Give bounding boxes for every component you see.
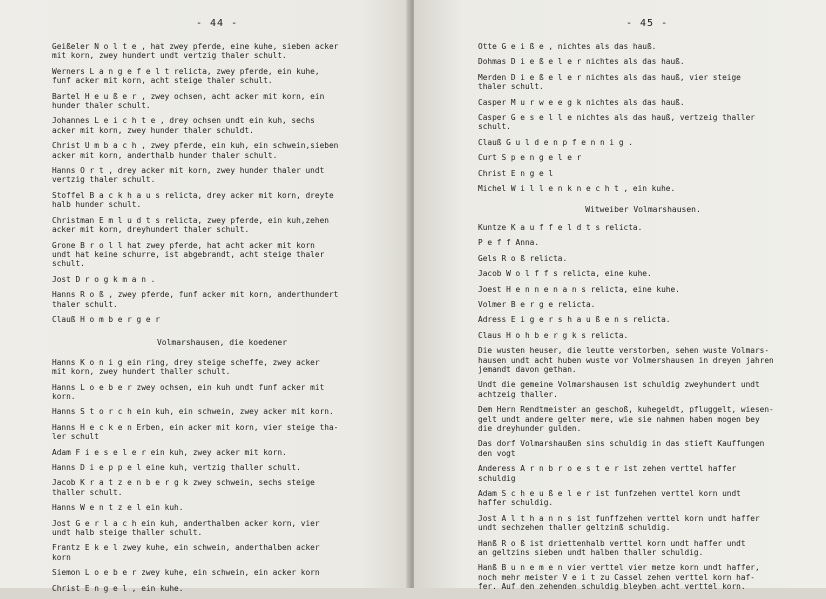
ledger-entry: Bartel H e u ß e r , zwey ochsen, acht acker mit korn, ein hunder thaler schult. [52,91,325,111]
ledger-entry: Casper G e s e l l e nichtes als das hauß, vertzeig thaller schult. [478,113,755,132]
ledger-entry: Adress E i g e r s h a u ß e n s relicta. [478,315,671,325]
ledger-entry: Curt S p e n g e l e r [478,153,582,163]
ledger-entry: Hanß B u n e m e n vier verttel vier metze korn undt haffer, noch mehr meister V e i t zu Cassel zehen verttel korn haf- fer. Auf den zehenden schuldig bleyben acht verttel korn. [478,563,760,592]
ledger-entry: Hanns S t o r c h ein kuh, ein schwein, zwey acker mit korn. [52,407,334,417]
entry-list [478,42,808,193]
ledger-entry: Dohmas D i e ß e l e r nichtes als das hauß. [478,57,685,67]
ledger-entry: Adam F i e s e l e r ein kuh, zwey acker mit korn. [52,447,287,457]
ledger-entry: Hanns K o n i g ein ring, drey steige scheffe, zwey acker mit korn, zwey hundert thaller schult. [52,357,320,377]
page-number: - 45 - [626,18,669,29]
ledger-entry: Jost A l t h a n n s ist funffzehen verttel korn undt haffer undt sechzehen thaller geltzinß schuldig. [478,513,760,533]
entry-list [52,358,392,593]
ledger-entry: Kuntze K a u f f e l d t s relicta. [478,222,643,232]
entry-list [478,223,808,592]
ledger-entry: Clauß H o m b e r g e r [52,314,160,324]
ledger-entry: Adam S c h e u ß e l e r ist funfzehen verttel korn undt haffer schuldig. [478,489,741,508]
ledger-entry: Siemon L o e b e r zwey kuhe, ein schwein, ein acker korn [52,568,320,578]
left-page [0,0,412,593]
ledger-entry: Hanns D i e p p e l eine kuh, vertzig thaller schult. [52,463,301,472]
ledger-entry: Hanns O r t , drey acker mit korn, zwey hunder thaler undt vertzig thaler schult. [52,166,325,185]
ledger-entry: Undt die gemeine Volmarshausen ist schuldig zweyhundert undt achtzeig thaller. [478,380,760,399]
ledger-entry: Casper M u r w e e g k nichtes als das hauß. [478,97,685,107]
right-page [414,0,826,592]
ledger-entry: Otte G e i ß e , nichtes als das hauß. [478,42,657,51]
ledger-entry: Anderess A r n b r o e s t e r ist zehen verttel haffer schuldig [478,464,737,483]
ledger-entry: Das dorf Volmarshaußen sins schuldig in das stieft Kauffungen den vogt [478,439,765,458]
ledger-entry: Hanns R o ß , zwey pferde, funf acker mit korn, anderthundert thaler schult. [52,290,339,309]
section-heading: Witweiber Volmarshausen. [585,205,701,215]
right-page-text [478,42,808,598]
section-heading: Volmarshausen, die koedener [156,338,288,348]
left-page-text [52,42,392,599]
entry-list [52,42,392,324]
ledger-entry: Claus H o h b e r g k s relicta. [478,330,629,340]
ledger-entry: Christ E n g e l [478,168,554,178]
ledger-entry: P e f f Anna. [478,238,540,248]
ledger-entry: Jost D r o g k m a n . [52,274,156,284]
ledger-entry: Hanns H e c k e n Erben, ein acker mit korn, vier steige tha- ler schult [52,422,339,442]
ledger-entry: Werners L a n g e f e l t relicta, zwey pferde, ein kuhe, funf acker mit korn, acht steige thaler schult. [52,66,320,86]
ledger-entry: Gels R o ß relicta. [478,253,568,263]
ledger-entry: Clauß G u l d e n p f e n n i g . [478,137,633,147]
ledger-entry: Hanß R o ß ist driettenhalb verttel korn undt haffer undt an geltzins sieben undt halben thaller schuldig. [478,538,746,558]
ledger-entry: Jost G e r l a c h ein kuh, anderthalben acker korn, vier undt halb steige thaller schult. [52,518,320,538]
ledger-entry: Christ E n g e l , ein kuhe. [52,583,184,593]
ledger-entry: Geißeler N o l t e , hat zwey pferde, eine kuhe, sieben acker mit korn, zwey hundert undt vertzig thaler schult. [52,42,339,61]
ledger-entry: Jacob W o l f f s relicta, eine kuhe. [478,269,652,279]
ledger-entry: Christ U m b a c h , zwey pferde, ein kuh, ein schwein,sieben acker mit korn, anderthalb hunder thaler schult. [52,141,339,160]
ledger-entry: Dem Hern Rendtmeister an geschoß, kuhegeldt, pfluggelt, wiesen- gelt undt andere gelter mere, wie sie nahmen haben mogen bey die dreyhunder gulden. [478,405,774,433]
page-number: - 44 - [196,18,239,29]
ledger-entry: Frantz E k e l zwey kuhe, ein schwein, anderthalben acker korn [52,543,320,562]
ledger-entry: Christman E m l u d t s relicta, zwey pferde, ein kuh,zehen acker mit korn, dreyhundert thaler schult. [52,215,329,235]
ledger-entry: Die wusten heuser, die leutte verstorben, sehen wuste Volmars- hausen undt acht huben wuste vor Volmershausen in dreyen jahren jemandt davon gethan. [478,346,774,374]
ledger-entry: Volmer B e r g e relicta. [478,299,596,309]
ledger-entry: Stoffel B a c k h a u s relicta, drey acker mit korn, dreyte halb hunder schult. [52,190,334,210]
ledger-entry: Grone B r o l l hat zwey pferde, hat acht acker mit korn undt hat keine schurre, ist abgebrandt, acht steige thaler schult. [52,240,325,269]
ledger-entry: Michel W i l l e n k n e c h t , ein kuhe. [478,184,676,194]
ledger-entry: Hanns W e n t z e l ein kuh. [52,503,184,513]
ledger-entry: Joest H e n n e n a n s relicta, eine kuhe. [478,284,680,294]
ledger-entry: Merden D i e ß e l e r nichtes als das hauß, vier steige thaler schult. [478,72,741,92]
ledger-entry: Johannes L e i c h t e , drey ochsen undt ein kuh, sechs acker mit korn, zwey hunder thaler schuldt. [52,116,315,135]
ledger-entry: Hanns L o e b e r zwey ochsen, ein kuh undt funf acker mit korn. [52,382,325,401]
ledger-entry: Jacob K r a t z e n b e r g k zwey schwein, sechs steige thaller schult. [52,478,315,497]
